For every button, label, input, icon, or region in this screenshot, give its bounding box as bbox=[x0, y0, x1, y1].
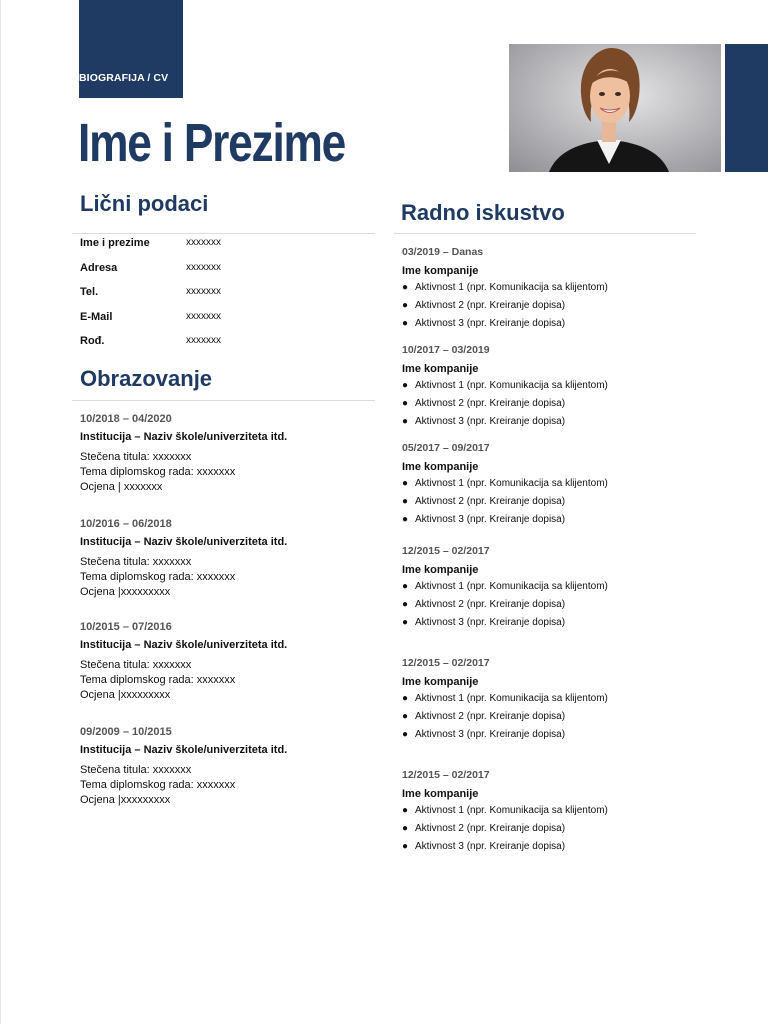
education-divider bbox=[72, 400, 375, 401]
activity-list bbox=[402, 478, 702, 532]
education-period: 10/2016 – 06/2018 bbox=[80, 518, 172, 530]
activity-item: ● Aktivnost 1 (npr. Komunikacija sa klijentom) bbox=[402, 282, 608, 293]
person-name: Ime i Prezime bbox=[78, 113, 346, 173]
bullet-icon: ● bbox=[402, 841, 409, 852]
personal-value: xxxxxxx bbox=[186, 310, 221, 322]
activity-item: ● Aktivnost 2 (npr. Kreiranje dopisa) bbox=[402, 300, 566, 311]
activity-item: ● Aktivnost 2 (npr. Kreiranje dopisa) bbox=[402, 496, 566, 507]
experience-entry bbox=[402, 657, 702, 747]
activity-item: ● Aktivnost 2 (npr. Kreiranje dopisa) bbox=[402, 711, 566, 722]
profile-photo-image bbox=[509, 44, 721, 172]
activity-item: ● Aktivnost 1 (npr. Komunikacija sa klijentom) bbox=[402, 693, 608, 704]
education-period: 10/2018 – 04/2020 bbox=[80, 413, 172, 425]
bullet-icon: ● bbox=[402, 478, 409, 489]
education-heading: Obrazovanje bbox=[80, 366, 213, 391]
activity-item: ● Aktivnost 2 (npr. Kreiranje dopisa) bbox=[402, 398, 566, 409]
personal-label: Adresa bbox=[80, 261, 118, 274]
education-thesis: Tema diplomskog rada: xxxxxxx bbox=[80, 466, 236, 478]
bullet-icon: ● bbox=[402, 581, 409, 592]
personal-label: Rođ. bbox=[80, 335, 105, 347]
education-institution: Institucija – Naziv škole/univerziteta itd. bbox=[80, 431, 288, 443]
bullet-icon: ● bbox=[402, 416, 409, 427]
activity-list bbox=[402, 380, 702, 434]
experience-company: Ime kompanije bbox=[402, 363, 479, 375]
education-thesis: Tema diplomskog rada: xxxxxxx bbox=[80, 674, 236, 686]
education-thesis: Tema diplomskog rada: xxxxxxx bbox=[80, 779, 236, 791]
education-grade: Ocjena |xxxxxxxxx bbox=[80, 794, 171, 806]
experience-company: Ime kompanije bbox=[402, 461, 479, 473]
education-entry bbox=[80, 518, 370, 601]
personal-divider bbox=[72, 233, 375, 234]
experience-heading: Radno iskustvo bbox=[401, 200, 565, 225]
page-edge bbox=[0, 0, 1, 1024]
bullet-icon: ● bbox=[402, 300, 409, 311]
experience-period: 12/2015 – 02/2017 bbox=[402, 545, 490, 557]
education-grade: Ocjena | xxxxxxx bbox=[80, 481, 163, 493]
experience-period: 12/2015 – 02/2017 bbox=[402, 769, 490, 781]
bullet-icon: ● bbox=[402, 617, 409, 628]
experience-company: Ime kompanije bbox=[402, 564, 479, 576]
education-entry bbox=[80, 413, 370, 496]
activity-item: ● Aktivnost 3 (npr. Kreiranje dopisa) bbox=[402, 729, 566, 740]
activity-item: ● Aktivnost 1 (npr. Komunikacija sa klijentom) bbox=[402, 380, 608, 391]
activity-item: ● Aktivnost 3 (npr. Kreiranje dopisa) bbox=[402, 416, 566, 427]
personal-value: xxxxxxx bbox=[186, 237, 221, 248]
activity-item: ● Aktivnost 2 (npr. Kreiranje dopisa) bbox=[402, 599, 566, 610]
profile-photo bbox=[509, 44, 721, 172]
bullet-icon: ● bbox=[402, 380, 409, 391]
education-degree: Stečena titula: xxxxxxx bbox=[80, 764, 192, 776]
experience-company: Ime kompanije bbox=[402, 788, 479, 800]
personal-label: E-Mail bbox=[80, 310, 113, 323]
bullet-icon: ● bbox=[402, 729, 409, 740]
header-tag: BIOGRAFIJA / CV bbox=[79, 72, 169, 84]
education-entry bbox=[80, 621, 370, 704]
bullet-icon: ● bbox=[402, 711, 409, 722]
experience-company: Ime kompanije bbox=[402, 676, 479, 688]
activity-item: ● Aktivnost 3 (npr. Kreiranje dopisa) bbox=[402, 514, 566, 525]
bullet-icon: ● bbox=[402, 514, 409, 525]
experience-period: 05/2017 – 09/2017 bbox=[402, 442, 490, 454]
activity-item: ● Aktivnost 3 (npr. Kreiranje dopisa) bbox=[402, 318, 566, 329]
bullet-icon: ● bbox=[402, 398, 409, 409]
activity-item: ● Aktivnost 1 (npr. Komunikacija sa klijentom) bbox=[402, 478, 608, 489]
education-institution: Institucija – Naziv škole/univerziteta itd. bbox=[80, 744, 288, 756]
bullet-icon: ● bbox=[402, 282, 409, 293]
education-institution: Institucija – Naziv škole/univerziteta itd. bbox=[80, 536, 288, 548]
experience-entry bbox=[402, 545, 702, 635]
education-period: 10/2015 – 07/2016 bbox=[80, 621, 172, 633]
activity-list bbox=[402, 282, 702, 336]
education-degree: Stečena titula: xxxxxxx bbox=[80, 451, 192, 463]
education-grade: Ocjena |xxxxxxxxx bbox=[80, 689, 171, 701]
activity-list bbox=[402, 805, 702, 859]
personal-value: xxxxxxx bbox=[186, 286, 221, 297]
accent-side-bar bbox=[725, 44, 768, 172]
experience-period: 12/2015 – 02/2017 bbox=[402, 657, 490, 669]
bullet-icon: ● bbox=[402, 318, 409, 329]
activity-item: ● Aktivnost 1 (npr. Komunikacija sa klijentom) bbox=[402, 805, 608, 816]
activity-item: ● Aktivnost 3 (npr. Kreiranje dopisa) bbox=[402, 841, 566, 852]
personal-value: xxxxxxx bbox=[186, 261, 221, 273]
education-degree: Stečena titula: xxxxxxx bbox=[80, 659, 192, 671]
education-degree: Stečena titula: xxxxxxx bbox=[80, 556, 192, 568]
bullet-icon: ● bbox=[402, 693, 409, 704]
activity-list bbox=[402, 693, 702, 747]
experience-entry bbox=[402, 769, 702, 859]
bullet-icon: ● bbox=[402, 496, 409, 507]
education-thesis: Tema diplomskog rada: xxxxxxx bbox=[80, 571, 236, 583]
education-period: 09/2009 – 10/2015 bbox=[80, 726, 172, 738]
activity-item: ● Aktivnost 2 (npr. Kreiranje dopisa) bbox=[402, 823, 566, 834]
personal-label: Tel. bbox=[80, 286, 99, 298]
activity-list bbox=[402, 581, 702, 635]
experience-period: 03/2019 – Danas bbox=[402, 246, 484, 258]
education-grade: Ocjena |xxxxxxxxx bbox=[80, 586, 171, 598]
experience-period: 10/2017 – 03/2019 bbox=[402, 344, 490, 356]
experience-entry bbox=[402, 344, 702, 434]
experience-entry bbox=[402, 442, 702, 532]
bullet-icon: ● bbox=[402, 805, 409, 816]
education-entry bbox=[80, 726, 370, 809]
activity-item: ● Aktivnost 1 (npr. Komunikacija sa klijentom) bbox=[402, 581, 608, 592]
experience-divider bbox=[394, 233, 696, 234]
education-institution: Institucija – Naziv škole/univerziteta itd. bbox=[80, 639, 288, 651]
experience-company: Ime kompanije bbox=[402, 265, 479, 277]
personal-label: Ime i prezime bbox=[80, 237, 150, 249]
bullet-icon: ● bbox=[402, 823, 409, 834]
personal-heading: Lični podaci bbox=[80, 191, 209, 216]
header-tag-block bbox=[79, 0, 183, 98]
bullet-icon: ● bbox=[402, 599, 409, 610]
personal-value: xxxxxxx bbox=[186, 335, 221, 346]
activity-item: ● Aktivnost 3 (npr. Kreiranje dopisa) bbox=[402, 617, 566, 628]
experience-entry bbox=[402, 246, 702, 336]
